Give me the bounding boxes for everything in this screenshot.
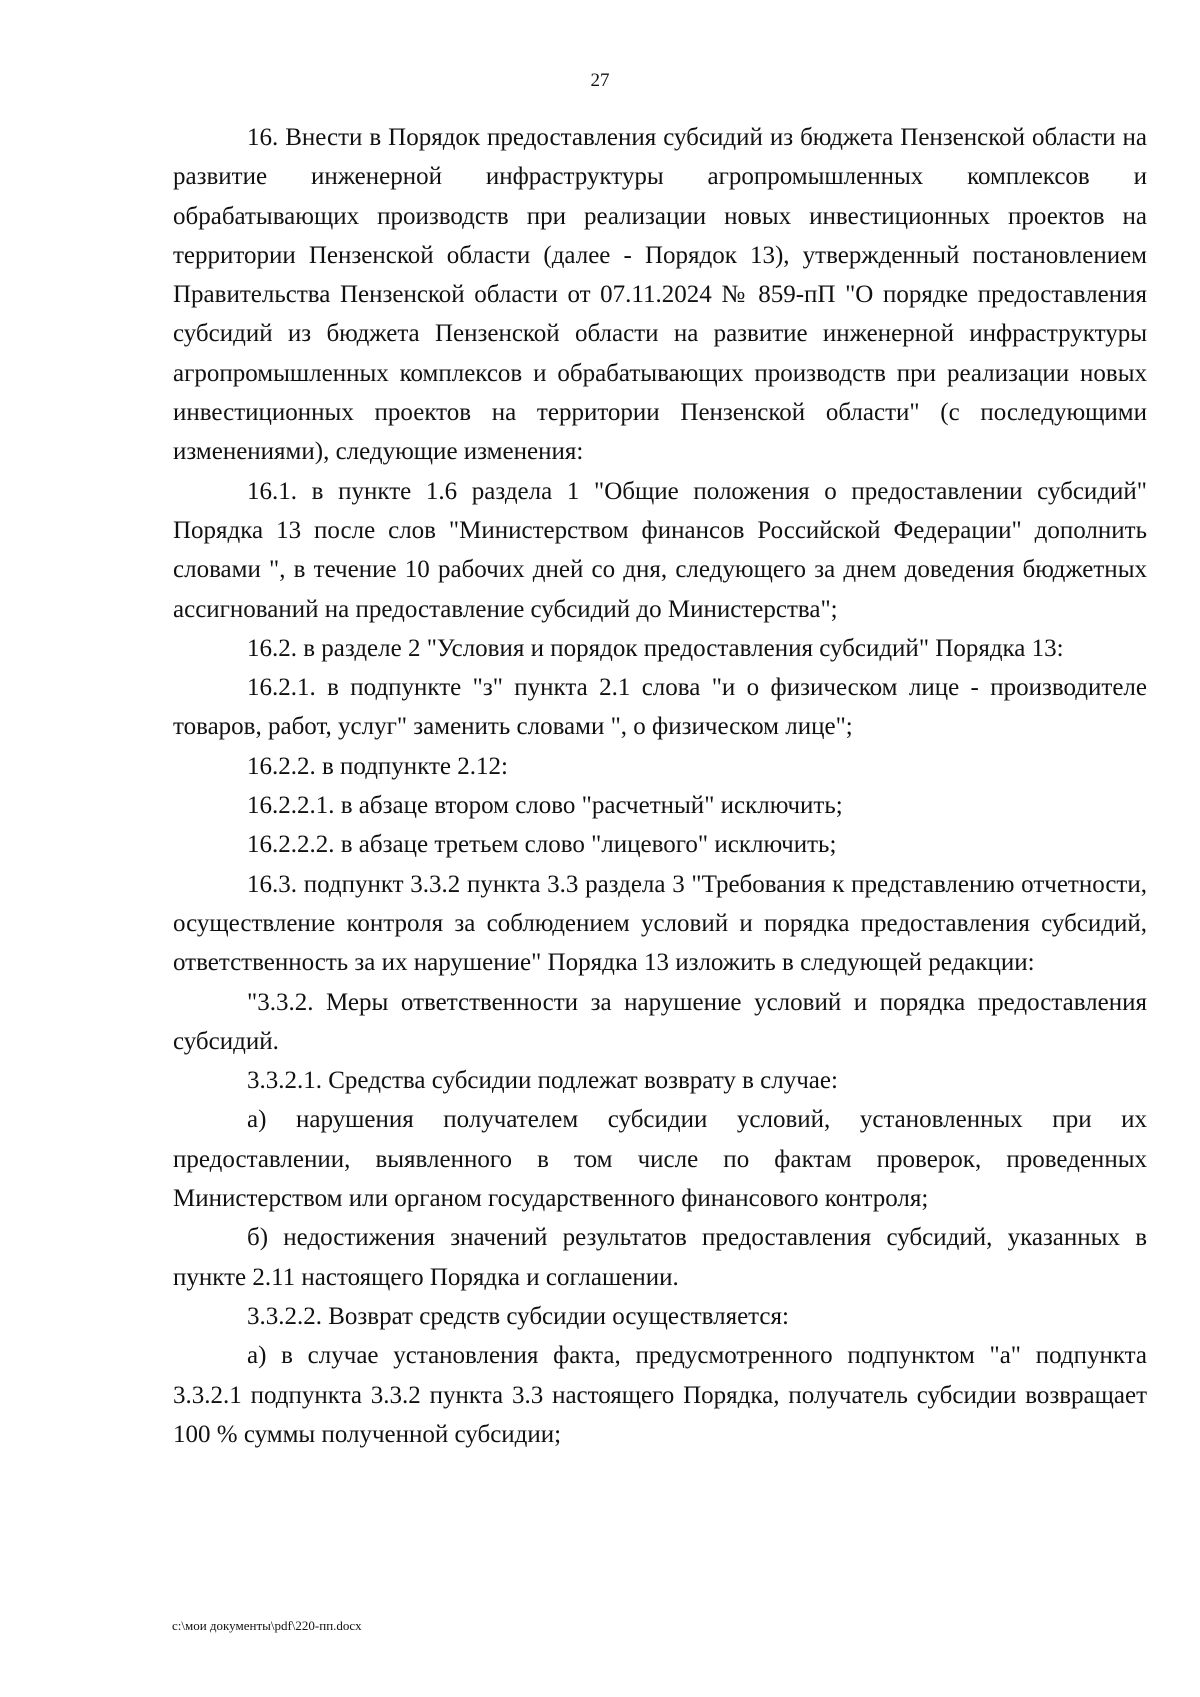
paragraph-3-3-2: "3.3.2. Меры ответственности за нарушение условий и порядка предоставления субсидий. [173, 988, 1147, 1055]
paragraph-16-2: 16.2. в разделе 2 "Условия и порядок предоставления субсидий" Порядка 13: [247, 634, 1064, 662]
footer-file-path: c:\мои документы\pdf\220-пп.docx [172, 1618, 362, 1633]
paragraph-16-1: 16.1. в пункте 1.6 раздела 1 "Общие положения о предоставлении субсидий" Порядка 13 после слов "Министерством финансов Российской Федерации" дополнить словами ", в течение 10 рабочих дней со дня, следующего за днем доведения бюджетных ассигнований на предоставление субсидий до Министерства"; [173, 477, 1147, 623]
document-body [173, 118, 1147, 1454]
paragraph-16-2-2: 16.2.2. в подпункте 2.12: [247, 752, 508, 780]
paragraph-16-2-1: 16.2.1. в подпункте "з" пункта 2.1 слова "и о физическом лице - производителе товаров, работ, услуг" заменить словами ", о физическом лице"; [173, 674, 1147, 741]
paragraph-16-3: 16.3. подпункт 3.3.2 пункта 3.3 раздела 3 "Требования к представлению отчетности, осуществление контроля за соблюдением условий и порядка предоставления субсидий, ответственность за их нарушение" Порядка 13 изложить в следующей редакции: [173, 870, 1147, 977]
paragraph-3-3-2-1: 3.3.2.1. Средства субсидии подлежат возврату в случае: [247, 1067, 838, 1095]
paragraph-16-2-2-1: 16.2.2.1. в абзаце втором слово "расчетный" исключить; [247, 792, 843, 820]
paragraph-3-3-2-1-a: а) нарушения получателем субсидии условий, установленных при их предоставлении, выявленного в том числе по фактам проверок, проведенных Министерством или органом государственного финансового контроля; [173, 1106, 1147, 1213]
paragraph-16: 16. Внести в Порядок предоставления субсидий из бюджета Пензенской области на развитие инженерной инфраструктуры агропромышленных комплексов и обрабатывающих производств при реализации новых инвестиционных проектов на территории Пензенской области (далее - Порядок 13), утвержденный постановлением Правительства Пензенской области от 07.11.2024 № 859-пП "О порядке предоставления субсидий из бюджета Пензенской области на развитие инженерной инфраструктуры агропромышленных комплексов и обрабатывающих производств при реализации новых инвестиционных проектов на территории Пензенской области" (с последующими изменениями), следующие изменения: [173, 124, 1147, 466]
paragraph-16-2-2-2: 16.2.2.2. в абзаце третьем слово "лицевого" исключить; [247, 831, 837, 859]
paragraph-3-3-2-1-b: б) недостижения значений результатов предоставления субсидий, указанных в пункте 2.11 настоящего Порядка и соглашении. [173, 1224, 1147, 1291]
paragraph-3-3-2-2: 3.3.2.2. Возврат средств субсидии осуществляется: [247, 1302, 789, 1330]
paragraph-3-3-2-2-a: а) в случае установления факта, предусмотренного подпунктом "а" подпункта 3.3.2.1 подпункта 3.3.2 пункта 3.3 настоящего Порядка, получатель субсидии возвращает 100 % суммы полученной субсидии; [173, 1342, 1147, 1448]
page-number: 27 [590, 70, 610, 91]
